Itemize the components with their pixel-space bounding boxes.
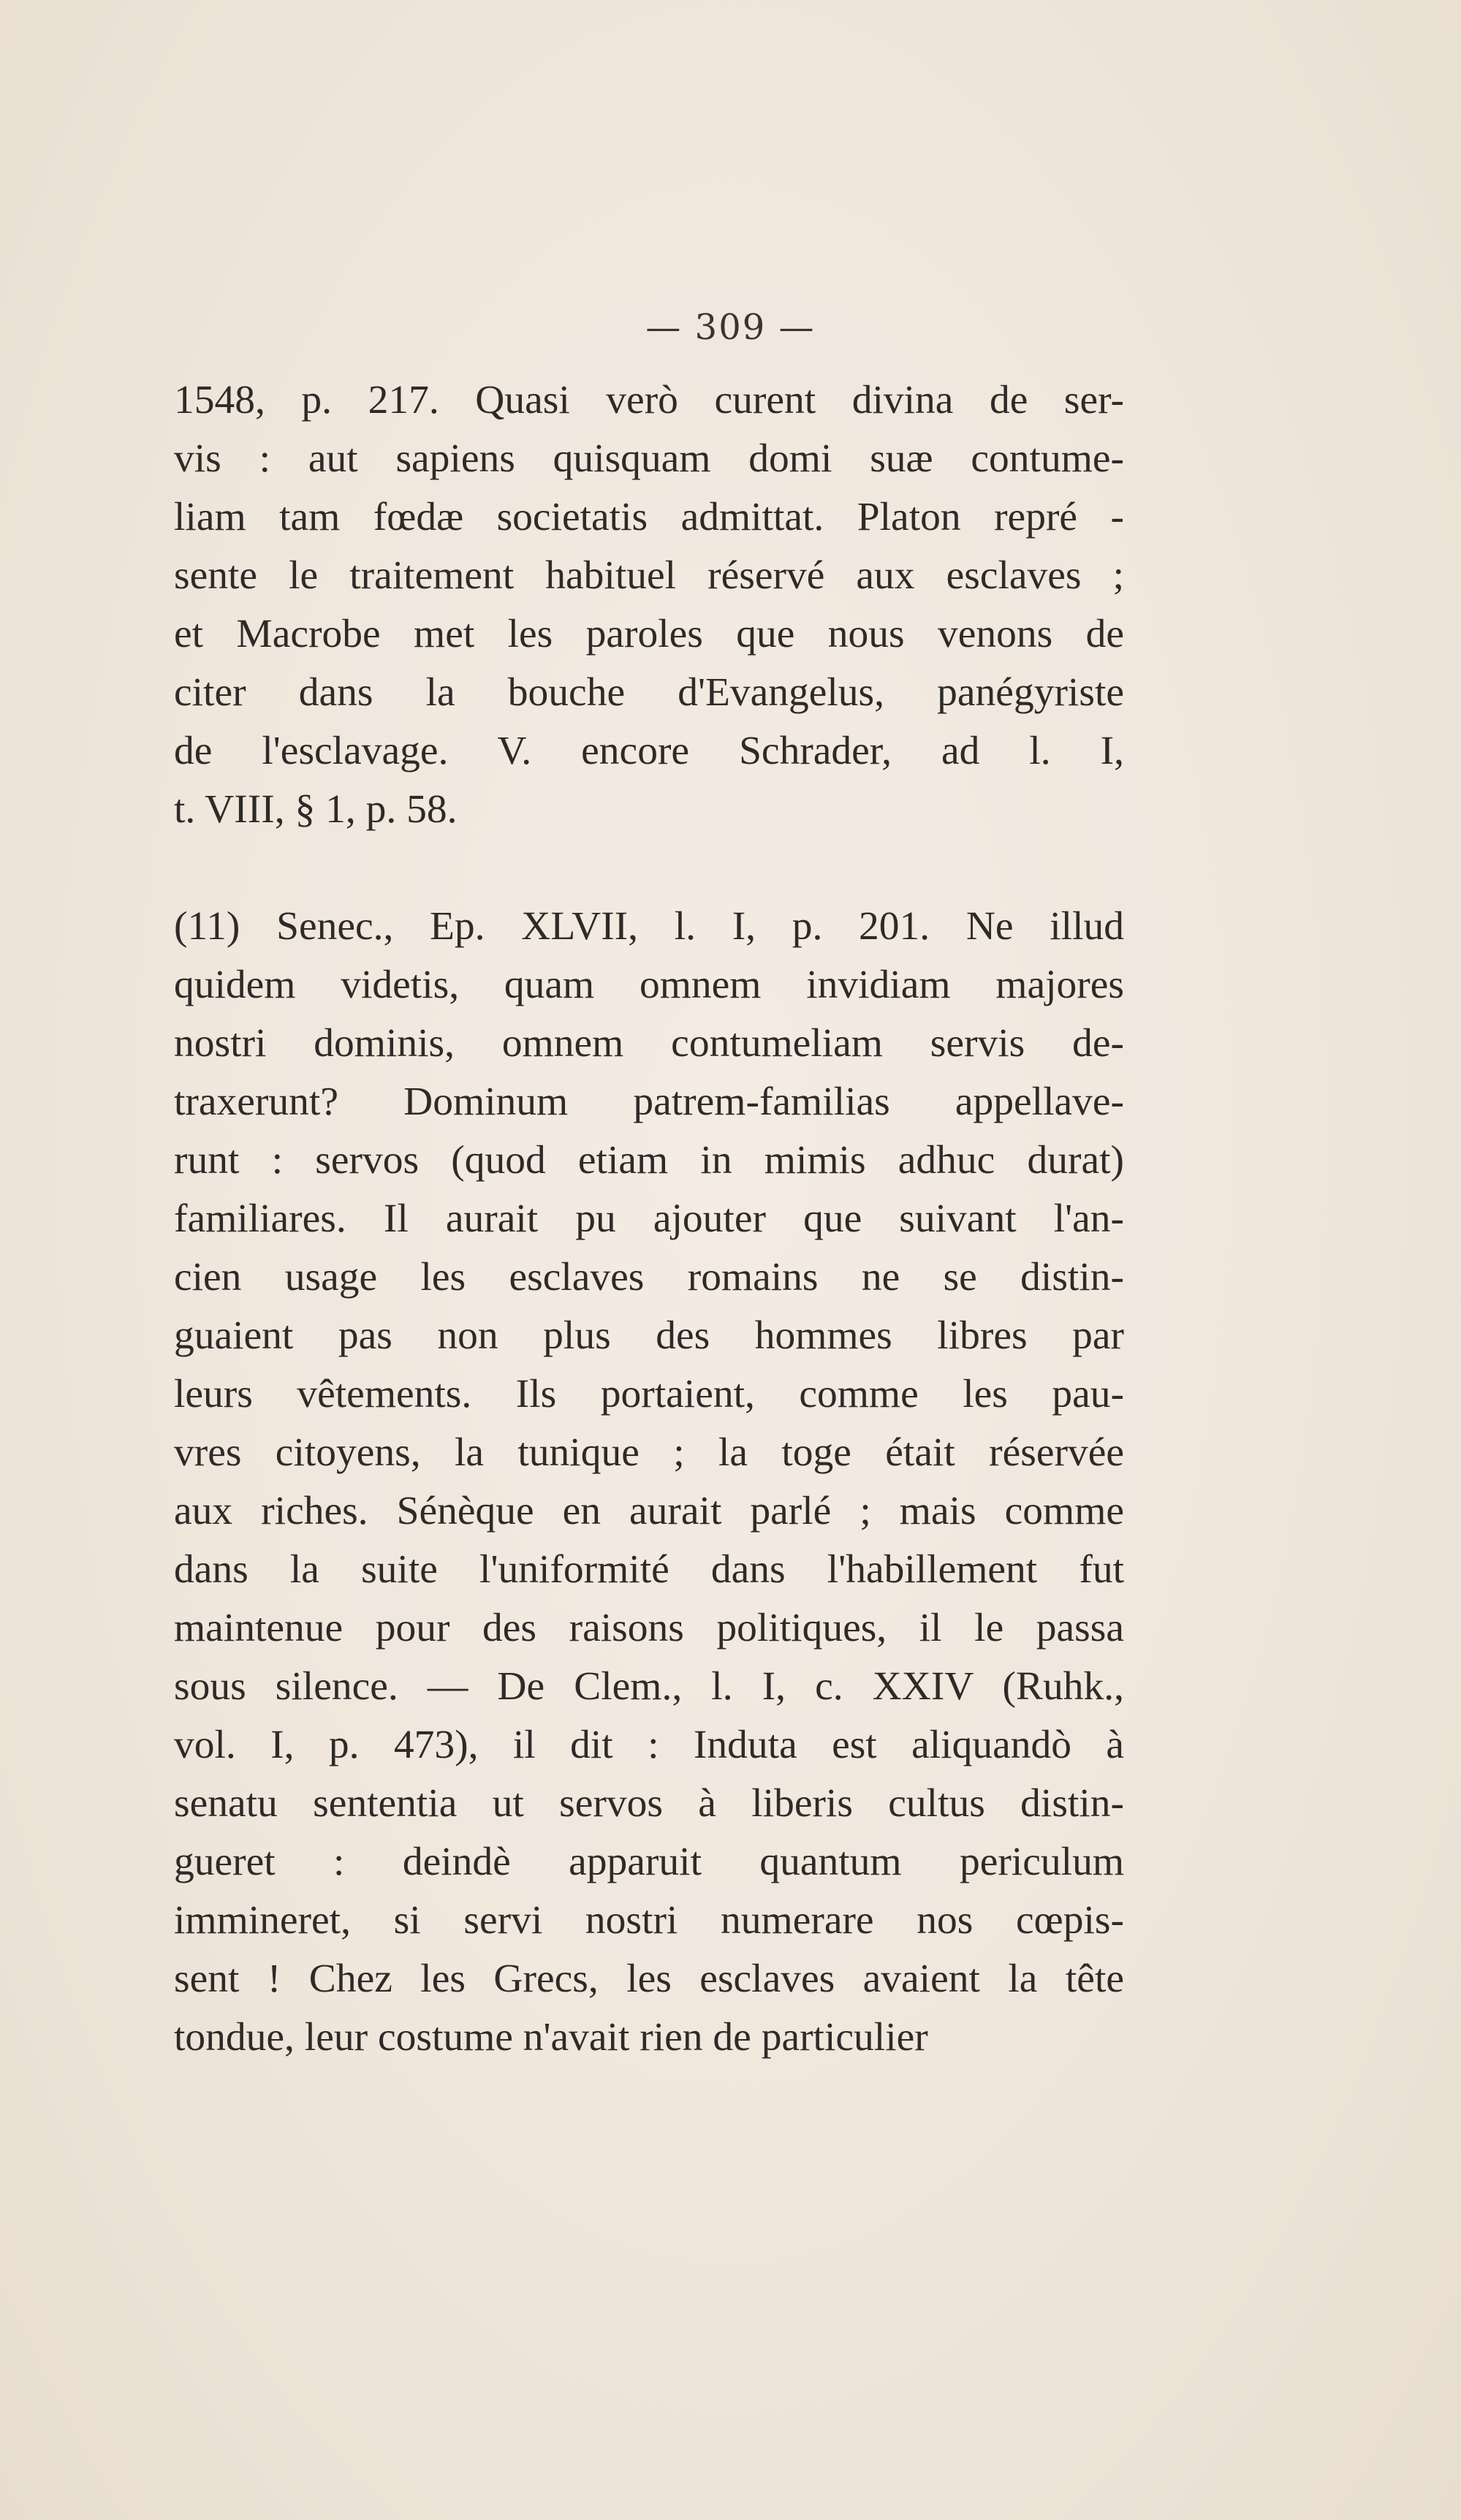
text-line: maintenue pour des raisons politiques, il le passa <box>174 1606 1124 1650</box>
text-line: (11) Senec., Ep. XLVII, l. I, p. 201. Ne illud <box>174 904 1124 949</box>
text-line: senatu sententia ut servos à liberis cultus distin- <box>174 1781 1124 1826</box>
text-line: leurs vêtements. Ils portaient, comme les pau- <box>174 1372 1124 1416</box>
text-line: tondue, leur costume n'avait rien de particulier <box>174 2015 928 2060</box>
page-number: — 309 — <box>645 307 816 348</box>
text-line: de l'esclavage. V. encore Schrader, ad l. I, <box>174 729 1124 773</box>
text-line: familiares. Il aurait pu ajouter que suivant l'an- <box>174 1196 1124 1241</box>
text-line: vis : aut sapiens quisquam domi suæ contume- <box>174 436 1124 481</box>
text-line: traxerunt? Dominum patrem-familias appellave- <box>174 1079 1124 1124</box>
text-line: aux riches. Sénèque en aurait parlé ; mais comme <box>174 1489 1124 1533</box>
text-line: dans la suite l'uniformité dans l'habillement fut <box>174 1547 1124 1592</box>
text-line: sent ! Chez les Grecs, les esclaves avaient la tête <box>174 1957 1124 2001</box>
text-line: immineret, si servi nostri numerare nos cœpis- <box>174 1898 1124 1943</box>
text-line: vres citoyens, la tunique ; la toge était réservée <box>174 1430 1124 1475</box>
text-line: t. VIII, § 1, p. 58. <box>174 787 458 832</box>
footnote-11 <box>174 897 1124 2067</box>
text-line: vol. I, p. 473), il dit : Induta est aliquandò à <box>174 1723 1124 1767</box>
text-line: runt : servos (quod etiam in mimis adhuc durat) <box>174 1138 1124 1183</box>
text-line: guaient pas non plus des hommes libres par <box>174 1313 1124 1358</box>
text-line: sous silence. — De Clem., l. I, c. XXIV (Ruhk., <box>174 1664 1124 1709</box>
text-line: quidem videtis, quam omnem invidiam majores <box>174 963 1124 1007</box>
text-line: et Macrobe met les paroles que nous venons de <box>174 612 1124 656</box>
text-line: 1548, p. 217. Quasi verò curent divina de ser- <box>174 378 1124 422</box>
text-line: liam tam fœdæ societatis admittat. Platon repré - <box>174 495 1124 539</box>
text-line: cien usage les esclaves romains ne se distin- <box>174 1255 1124 1299</box>
text-line: sente le traitement habituel réservé aux esclaves ; <box>174 553 1124 598</box>
text-line: gueret : deindè apparuit quantum periculum <box>174 1840 1124 1884</box>
paragraph-continuation <box>174 371 1124 839</box>
text-line: nostri dominis, omnem contumeliam servis de- <box>174 1021 1124 1066</box>
text-line: citer dans la bouche d'Evangelus, panégyriste <box>174 670 1124 715</box>
